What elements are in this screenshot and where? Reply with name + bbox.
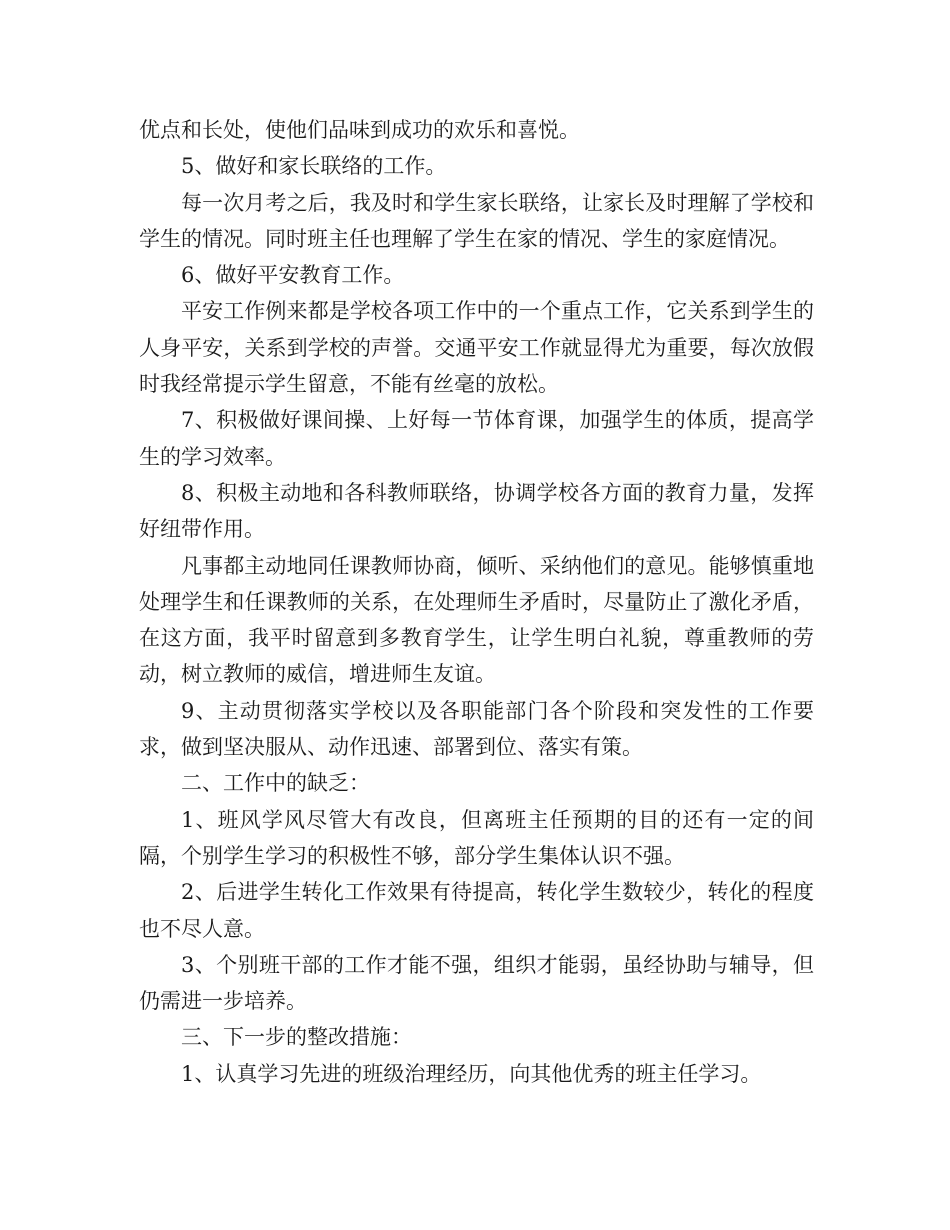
paragraph-12: 3、个别班干部的工作才能不强，组织才能弱，虽经协助与辅导，但仍需进一步培养。 — [139, 952, 814, 1014]
paragraph-4: 6、做好平安教育工作。 — [181, 263, 405, 288]
paragraph-9: 9、主动贯彻落实学校以及各职能部门各个阶段和突发性的工作要求，做到坚决服从、动作迅速、部署到位、落实有策。 — [139, 698, 814, 760]
section-heading-2: 二、工作中的缺乏： — [181, 771, 370, 796]
paragraph-5: 平安工作例来都是学校各项工作中的一个重点工作，它关系到学生的人身平安，关系到学校的声誉。交通平安工作就显得尤为重要，每次放假时我经常提示学生留意，不能有丝毫的放松。 — [139, 299, 814, 397]
paragraph-11: 2、后进学生转化工作效果有待提高，转化学生数较少，转化的程度也不尽人意。 — [139, 880, 814, 941]
paragraph-2: 5、做好和家长联络的工作。 — [181, 154, 447, 179]
paragraph-13: 1、认真学习先进的班级治理经历，向其他优秀的班主任学习。 — [181, 1061, 762, 1086]
paragraph-6: 7、积极做好课间操、上好每一节体育课，加强学生的体质，提高学生的学习效率。 — [139, 408, 814, 469]
paragraph-10: 1、班风学风尽管大有改良，但离班主任预期的目的还有一定的间隔，个别学生学习的积极性不够，部分学生集体认识不强。 — [139, 807, 814, 868]
document-page — [139, 112, 814, 1092]
paragraph-3: 每一次月考之后，我及时和学生家长联络，让家长及时理解了学校和学生的情况。同时班主任也理解了学生在家的情况、学生的家庭情况。 — [139, 190, 814, 251]
section-heading-3: 三、下一步的整改措施： — [181, 1025, 412, 1050]
paragraph-7: 8、积极主动地和各科教师联络，协调学校各方面的教育力量，发挥好纽带作用。 — [139, 480, 814, 542]
paragraph-1: 优点和长处，使他们品味到成功的欢乐和喜悦。 — [139, 118, 580, 142]
paragraph-8: 凡事都主动地同任课教师协商，倾听、采纳他们的意见。能够慎重地处理学生和任课教师的关系，在处理师生矛盾时，尽量防止了激化矛盾，在这方面，我平时留意到多教育学生，让学生明白礼貌，尊重教师的劳动，树立教师的威信，增进师生友谊。 — [139, 553, 814, 687]
